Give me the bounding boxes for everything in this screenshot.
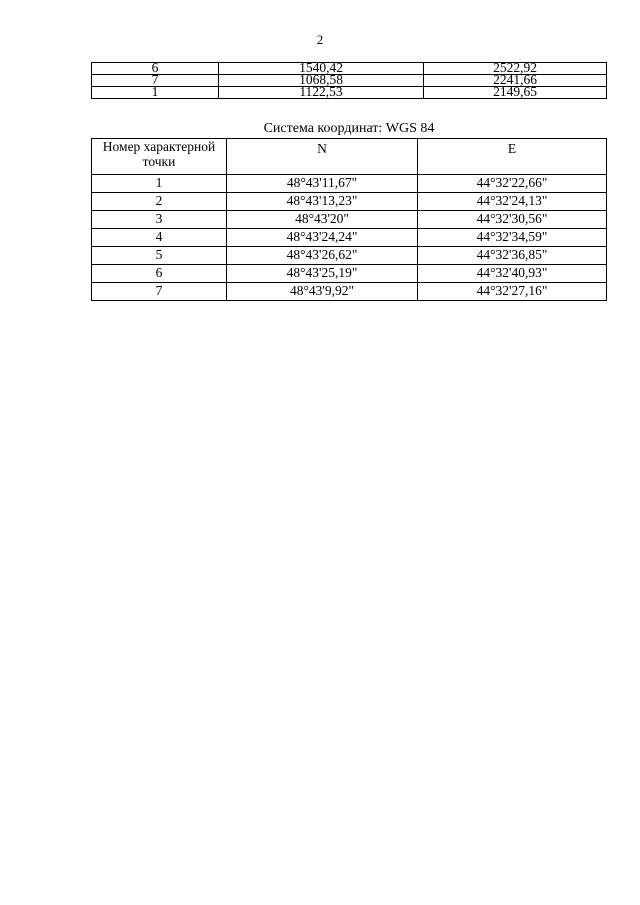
point-number-cell: 5 <box>92 247 227 265</box>
page-number: 2 <box>316 32 324 47</box>
y-coordinate-cell: 2522,92 <box>424 63 607 75</box>
point-number-cell: 2 <box>92 193 227 211</box>
y-coordinate-cell: 2149,65 <box>424 87 607 99</box>
x-coordinate-cell: 1540,42 <box>219 63 424 75</box>
longitude-cell: 44°32'22,66" <box>418 175 607 193</box>
latitude-cell: 48°43'24,24" <box>227 229 418 247</box>
table-row <box>92 229 607 247</box>
table-row <box>92 193 607 211</box>
point-number-cell: 6 <box>92 63 219 75</box>
local-coordinates-table <box>91 62 607 99</box>
table-row <box>92 211 607 229</box>
latitude-cell: 48°43'11,67" <box>227 175 418 193</box>
x-coordinate-cell: 1068,58 <box>219 75 424 87</box>
longitude-cell: 44°32'27,16" <box>418 283 607 301</box>
point-number-cell: 6 <box>92 265 227 283</box>
table-row <box>92 265 607 283</box>
latitude-cell: 48°43'13,23" <box>227 193 418 211</box>
longitude-cell: 44°32'40,93" <box>418 265 607 283</box>
latitude-cell: 48°43'20" <box>227 211 418 229</box>
point-number-cell: 7 <box>92 75 219 87</box>
point-number-cell: 1 <box>92 175 227 193</box>
table-row <box>92 175 607 193</box>
y-coordinate-cell: 2241,66 <box>424 75 607 87</box>
coordinate-system-caption: Система координат: WGS 84 <box>263 121 435 136</box>
table-header-row <box>92 139 607 175</box>
latitude-cell: 48°43'26,62" <box>227 247 418 265</box>
longitude-header: E <box>418 139 607 175</box>
point-number-cell: 7 <box>92 283 227 301</box>
point-number-cell: 4 <box>92 229 227 247</box>
longitude-cell: 44°32'36,85" <box>418 247 607 265</box>
point-number-cell: 3 <box>92 211 227 229</box>
point-number-header: Номер характерной точки <box>92 139 227 175</box>
latitude-header: N <box>227 139 418 175</box>
longitude-cell: 44°32'24,13" <box>418 193 607 211</box>
wgs84-coordinates-table <box>91 138 607 301</box>
table-row <box>92 247 607 265</box>
table-row <box>92 87 607 99</box>
latitude-cell: 48°43'9,92" <box>227 283 418 301</box>
longitude-cell: 44°32'34,59" <box>418 229 607 247</box>
x-coordinate-cell: 1122,53 <box>219 87 424 99</box>
point-number-cell: 1 <box>92 87 219 99</box>
longitude-cell: 44°32'30,56" <box>418 211 607 229</box>
latitude-cell: 48°43'25,19" <box>227 265 418 283</box>
table-row <box>92 283 607 301</box>
